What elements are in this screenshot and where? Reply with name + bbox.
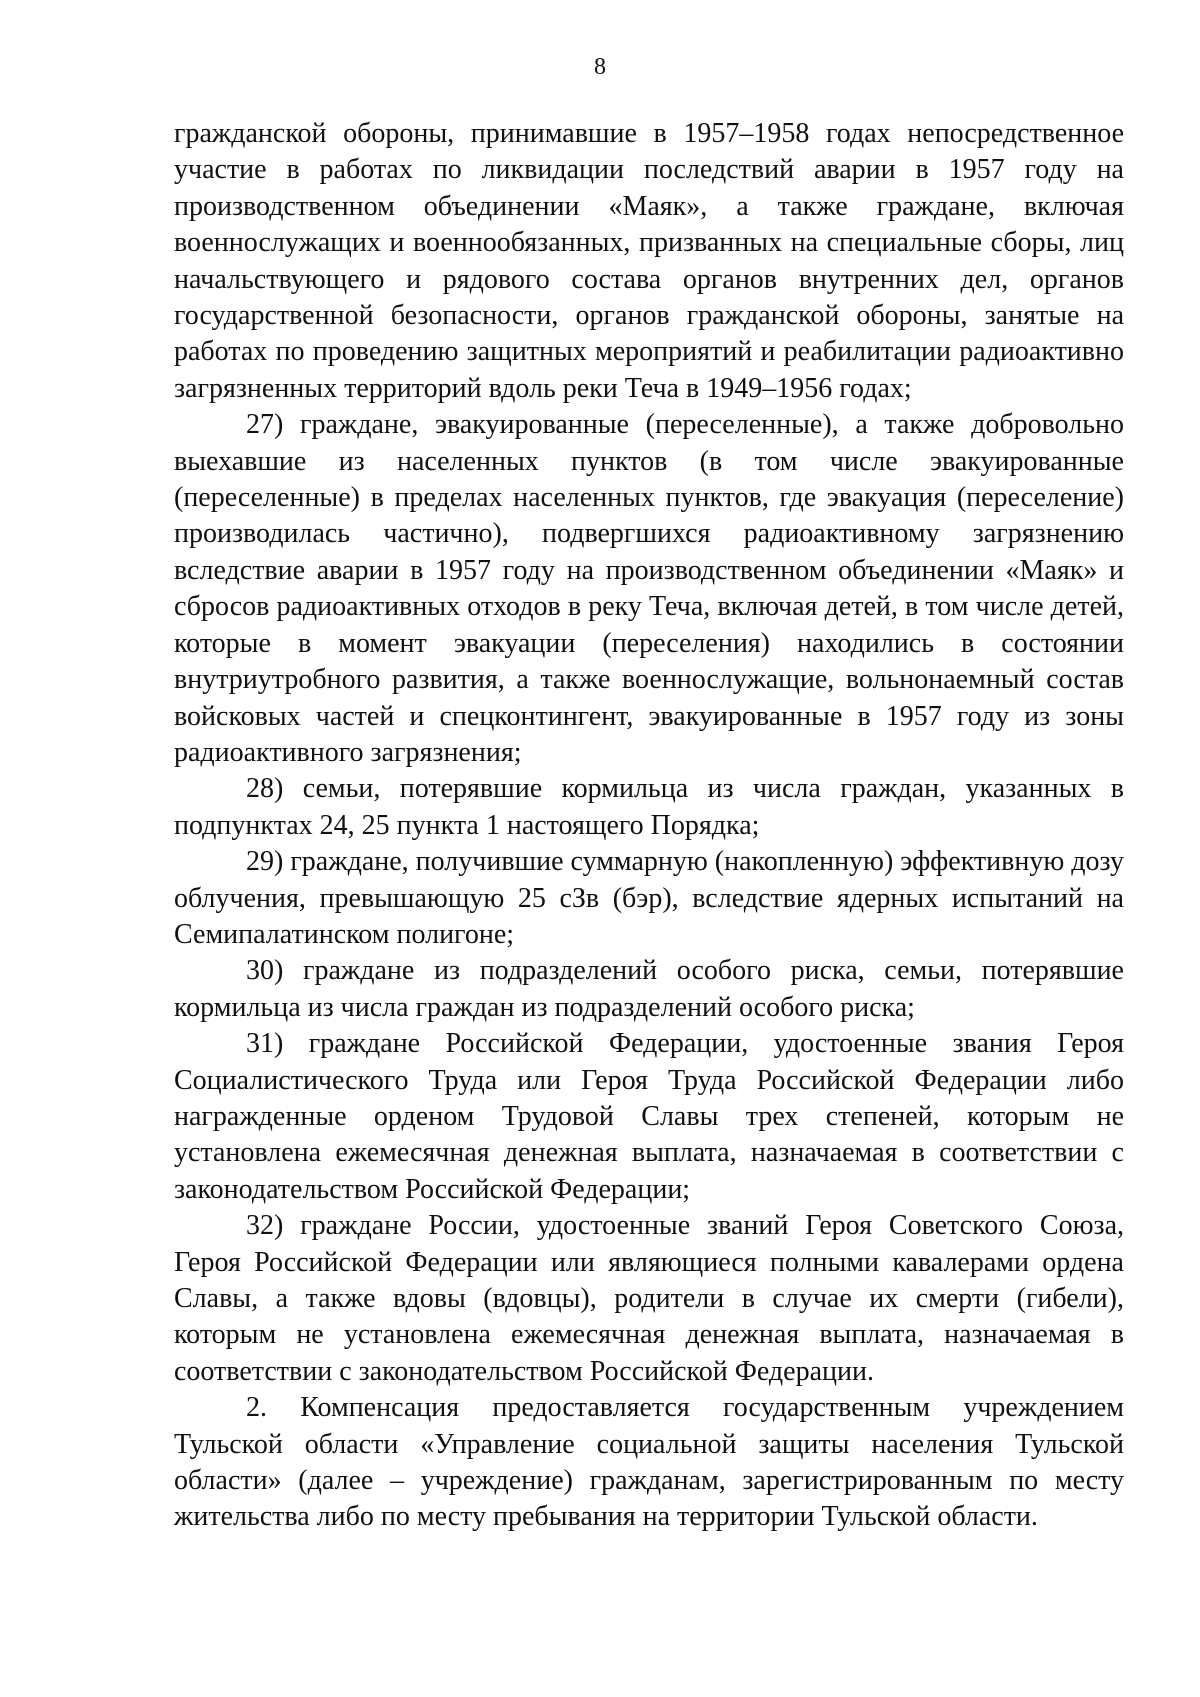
document-body [174,116,1124,1536]
paragraph-continuation: гражданской обороны, принимавшие в 1957–1958 годах непосредственное участие в работах по ликвидации последствий аварии в 1957 году на производственном объединении «Маяк», а также граждане, включая военнослужащих и военнообязанных, призванных на специальные сборы, лиц начальствующего и рядового состава органов внутренних дел, органов государственной безопасности, органов гражданской обороны, занятые на работах по проведению защитных мероприятий и реабилитации радиоактивно загрязненных территорий вдоль реки Теча в 1949–1956 годах; [174,118,1124,404]
page-number: 8 [594,54,606,80]
paragraph-item-29: 29) граждане, получившие суммарную (накопленную) эффективную дозу облучения, превышающую 25 сЗв (бэр), вследствие ядерных испытаний на Семипалатинском полигоне; [174,846,1124,950]
paragraph-item-30: 30) граждане из подразделений особого риска, семьи, потерявшие кормильца из числа граждан из подразделений особого риска; [174,955,1124,1023]
paragraph-item-32: 32) граждане России, удостоенные званий Героя Советского Союза, Героя Российской Федерации или являющиеся полными кавалерами ордена Славы, а также вдовы (вдовцы), родители в случае их смерти (гибели), которым не установлена ежемесячная денежная выплата, назначаемая в соответствии с законодательством Российской Федерации. [174,1210,1124,1387]
paragraph-item-27: 27) граждане, эвакуированные (переселенные), а также добровольно выехавшие из населенных пунктов (в том числе эвакуированные (переселенные) в пределах населенных пунктов, где эвакуация (переселение) производилась частично), подвергшихся радиоактивному загрязнению вследствие аварии в 1957 году на производственном объединении «Маяк» и сбросов радиоактивных отходов в реку Теча, включая детей, в том числе детей, которые в момент эвакуации (переселения) находились в состоянии внутриутробного развития, а также военнослужащие, вольнонаемный состав войсковых частей и спецконтингент, эвакуированные в 1957 году из зоны радиоактивного загрязнения; [174,409,1124,768]
paragraph-item-28: 28) семьи, потерявшие кормильца из числа граждан, указанных в подпунктах 24, 25 пункта 1 настоящего Порядка; [174,773,1124,841]
paragraph-section-2: 2. Компенсация предоставляется государственным учреждением Тульской области «Управление социальной защиты населения Тульской области» (далее – учреждение) гражданам, зарегистрированным по месту жительства либо по месту пребывания на территории Тульской области. [174,1392,1124,1533]
paragraph-item-31: 31) граждане Российской Федерации, удостоенные звания Героя Социалистического Труда или Героя Труда Российской Федерации либо награжденные орденом Трудовой Славы трех степеней, которым не установлена ежемесячная денежная выплата, назначаемая в соответствии с законодательством Российской Федерации; [174,1028,1124,1205]
